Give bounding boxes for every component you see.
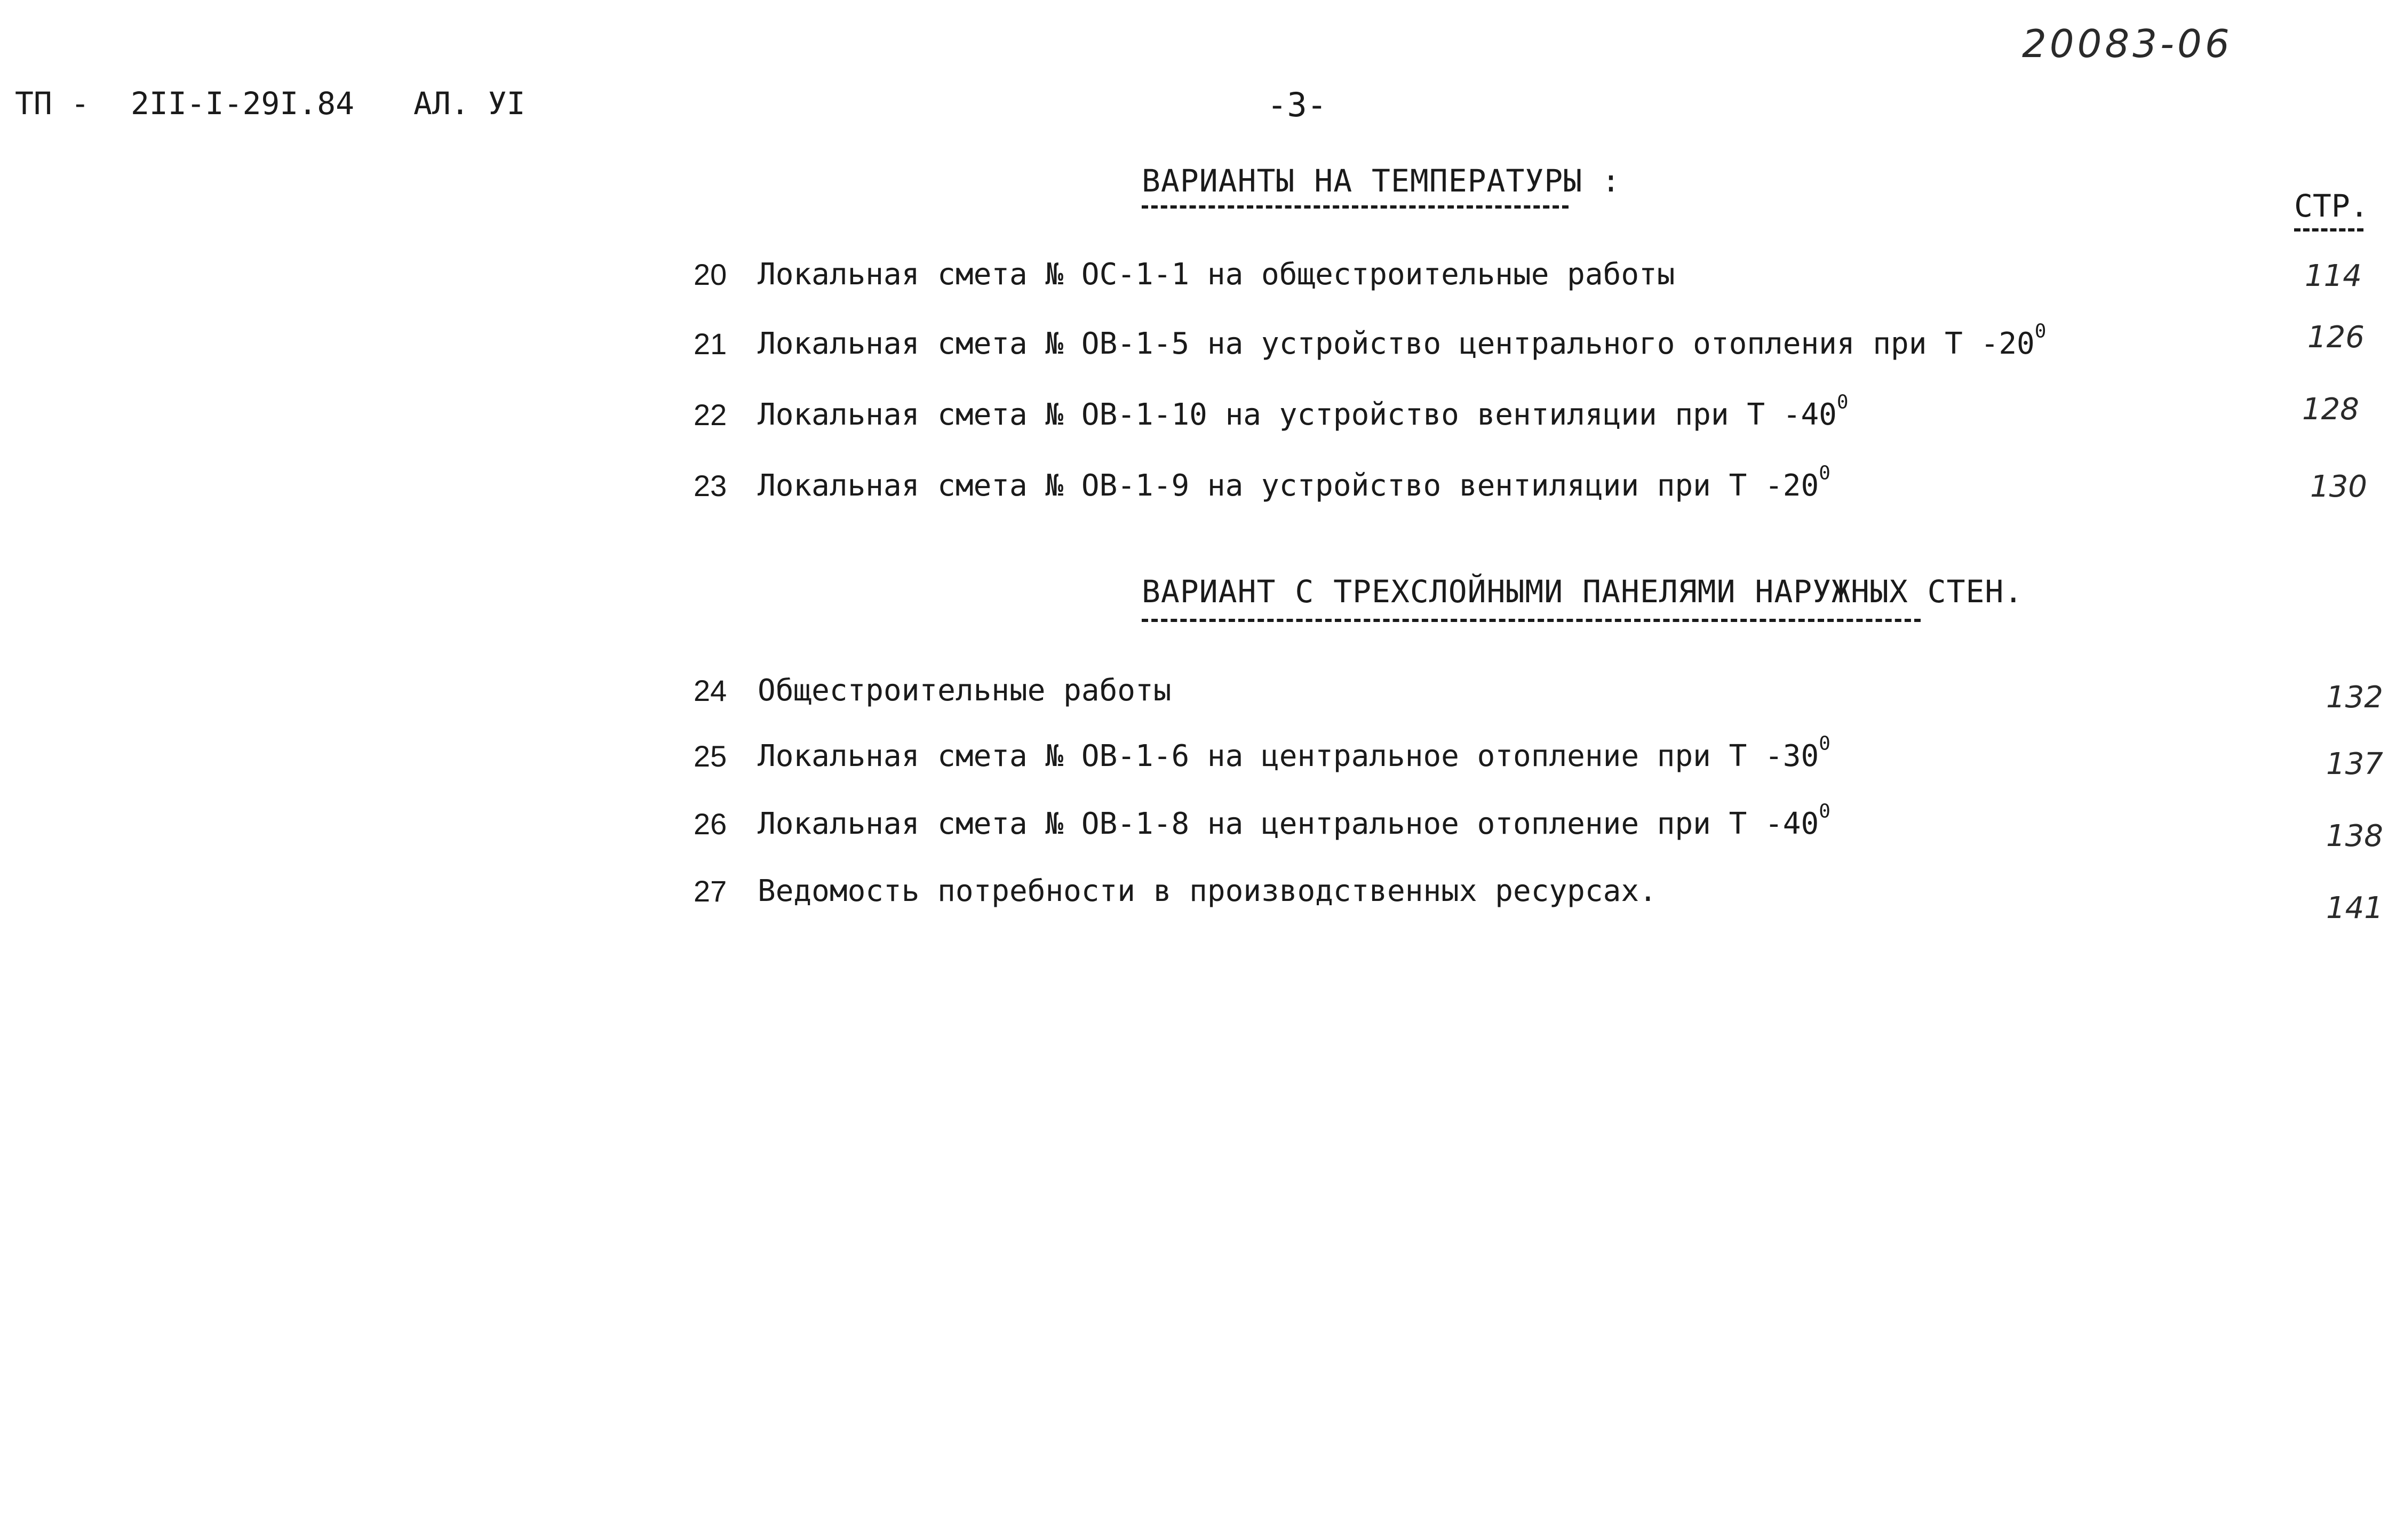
entry-title: Общестроительные работы — [758, 673, 1172, 708]
entry-title: Локальная смета № ОВ-1-9 на устройство вентиляции при Т $-20^0$ — [758, 462, 1830, 503]
entry-number: 25 — [694, 739, 727, 773]
entry-number: 26 — [694, 807, 727, 841]
page-column-underline — [2294, 228, 2363, 232]
entry-number: 22 — [694, 398, 727, 432]
entry-page: 114 — [2305, 259, 2362, 293]
entry-page: 138 — [2326, 819, 2383, 853]
page-number: -3- — [1267, 85, 1327, 124]
entry-title: Локальная смета № ОС-1-1 на общестроительные работы — [758, 257, 1675, 292]
section-title: ВАРИАНТЫ НА ТЕМПЕРАТУРЫ : — [1142, 163, 1621, 199]
section-title: ВАРИАНТ С ТРЕХСЛОЙНЫМИ ПАНЕЛЯМИ НАРУЖНЫХ СТЕН. — [1142, 573, 2024, 610]
entry-title: Ведомость потребности в производственных ресурсах. — [758, 874, 1657, 908]
series-label: ТП - — [15, 85, 90, 122]
album-label: АЛ. УI — [413, 85, 526, 122]
entry-page: 141 — [2326, 891, 2383, 925]
entry-number: 27 — [694, 874, 727, 908]
entry-title: Локальная смета № ОВ-1-10 на устройство вентиляции при Т $-40^0$ — [758, 391, 1849, 432]
entry-title: Локальная смета № ОВ-1-5 на устройство центрального отопления при Т $-20^0$ — [758, 320, 2047, 361]
project-number: 2II-I-29I.84 — [131, 85, 355, 122]
entry-number: 23 — [694, 469, 727, 502]
entry-title: Локальная смета № ОВ-1-8 на центральное отопление при Т $-40^0$ — [758, 800, 1830, 841]
section-underline — [1142, 619, 1921, 622]
entry-number: 20 — [694, 258, 727, 291]
entry-page: 132 — [2326, 680, 2383, 715]
document-code: 20083-06 — [2022, 21, 2233, 66]
entry-number: 24 — [694, 674, 727, 707]
entry-page: 137 — [2326, 747, 2383, 781]
entry-page: 130 — [2310, 469, 2367, 504]
page-column-header: СТР. — [2294, 188, 2369, 224]
entry-page: 126 — [2307, 320, 2365, 355]
entry-number: 21 — [694, 327, 727, 361]
entry-title: Локальная смета № ОВ-1-6 на центральное отопление при Т $-30^0$ — [758, 732, 1830, 773]
section-underline — [1142, 205, 1569, 209]
entry-page: 128 — [2302, 392, 2359, 427]
